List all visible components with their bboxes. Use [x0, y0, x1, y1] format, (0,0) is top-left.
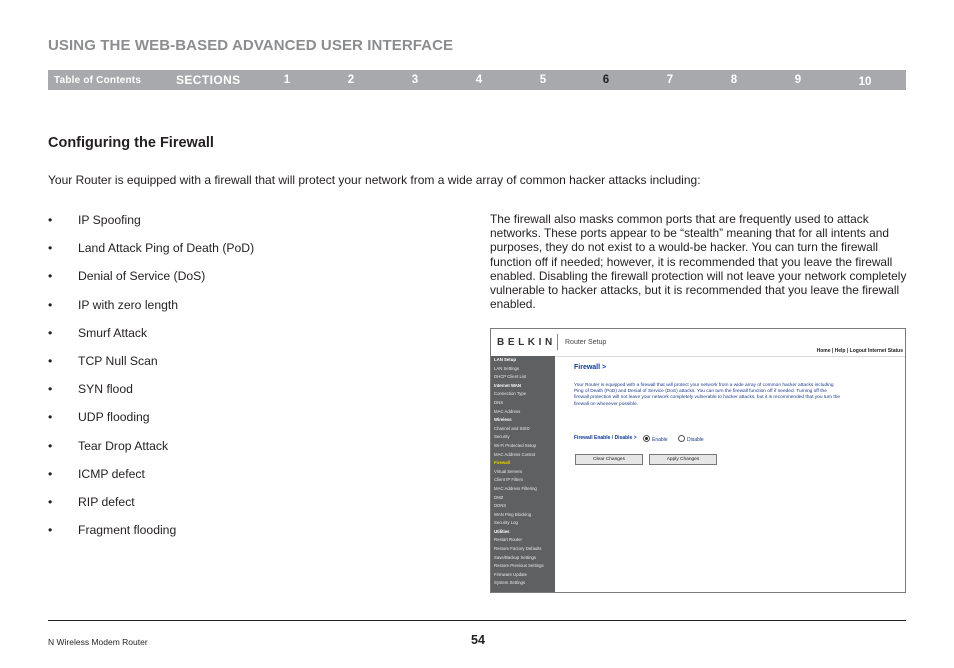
section-link-6[interactable]: 6	[602, 74, 610, 86]
list-item-label: Smurf Attack	[78, 325, 148, 340]
list-item-label: SYN flood	[78, 382, 133, 397]
section-link-9[interactable]: 9	[794, 74, 802, 86]
sidebar-item[interactable]: Channel and SSID	[494, 425, 530, 431]
list-item-label: Land Attack Ping of Death (PoD)	[78, 241, 255, 256]
logo-divider	[557, 334, 558, 350]
sidebar-item[interactable]: Restore Previous Settings	[494, 563, 544, 569]
sidebar-item[interactable]: Client IP Filters	[494, 477, 524, 483]
section-link-1[interactable]: 1	[283, 74, 291, 86]
header-title: USING THE WEB-BASED ADVANCED USER INTERFACE	[48, 37, 454, 54]
sidebar-item[interactable]: Wi-Fi Protected Setup	[494, 442, 537, 448]
sidebar-item[interactable]: WAN Ping Blocking	[494, 511, 532, 517]
section-link-2[interactable]: 2	[347, 74, 355, 86]
bullet: •	[48, 410, 53, 425]
router-setup-label: Router Setup	[565, 339, 607, 346]
bullet: •	[48, 269, 53, 284]
list-item-label: Fragment flooding	[78, 523, 177, 538]
sidebar-item[interactable]: Firewall	[494, 460, 511, 466]
bullet: •	[48, 523, 53, 538]
sidebar-item[interactable]: LAN Settings	[494, 365, 520, 371]
intro-paragraph: Your Router is equipped with a firewall that will protect your network from a wide array of common hacker attacks including:	[48, 173, 701, 187]
router-screenshot	[490, 328, 906, 593]
section-nav-bar	[48, 70, 906, 90]
enable-radio-dot[interactable]	[643, 435, 650, 442]
sidebar-item[interactable]: MAC Address Control	[494, 451, 536, 457]
section-link-7[interactable]: 7	[666, 74, 674, 86]
bullet: •	[48, 438, 53, 453]
router-top-bar	[491, 329, 905, 357]
table-of-contents-link[interactable]: Table of Contents	[54, 75, 142, 86]
router-sidebar	[491, 356, 555, 592]
bullet: •	[48, 382, 53, 397]
section-link-8[interactable]: 8	[730, 74, 738, 86]
sidebar-item[interactable]: Virtual Servers	[494, 468, 523, 474]
list-item-label: ICMP defect	[78, 466, 145, 481]
sidebar-item[interactable]: MAC Address Filtering	[494, 485, 537, 491]
section-link-10[interactable]: 10	[858, 76, 872, 88]
sidebar-heading: Utilities	[494, 528, 510, 534]
bullet: •	[48, 353, 53, 368]
list-item-label: Denial of Service (DoS)	[78, 269, 206, 284]
footer-product-name: N Wireless Modem Router	[48, 637, 148, 647]
footer-rule	[48, 620, 906, 621]
firewall-description: Your Router is equipped with a firewall that will protect your network from a wide array of common hacker attacks including Ping of Death (PoD) and Denial of Service (DoS) attacks. You can turn the firewall function off if needed. Turning off the firewall protection will not leave your network completely vulnerable to hacker attacks, but it is recommended that you turn the firewall on whenever possible.	[574, 383, 841, 407]
disable-radio[interactable]	[678, 435, 704, 443]
list-item-label: RIP defect	[78, 494, 135, 509]
sidebar-item[interactable]: Restart Router	[494, 537, 522, 543]
disable-radio-dot[interactable]	[678, 435, 685, 442]
bullet: •	[48, 241, 53, 256]
sidebar-item[interactable]: Firmware Update	[494, 571, 527, 577]
clear-changes-button[interactable]: Clear Changes	[575, 454, 643, 465]
firewall-title: Firewall >	[574, 364, 607, 371]
bullet: •	[48, 494, 53, 509]
sidebar-item[interactable]: Restore Factory Defaults	[494, 546, 542, 552]
sidebar-heading: LAN Setup	[494, 357, 516, 362]
sidebar-item[interactable]: Connection Type	[494, 391, 527, 397]
disable-radio-label: Disable	[687, 437, 704, 443]
enable-radio[interactable]	[643, 435, 668, 443]
bullet: •	[48, 297, 53, 312]
top-links[interactable]: Home | Help | Logout Internet Status	[816, 348, 903, 354]
sidebar-item[interactable]: DDNS	[494, 503, 507, 509]
sidebar-item[interactable]: System Settings	[494, 580, 526, 586]
list-item-label: IP with zero length	[78, 297, 179, 312]
sections-label: SECTIONS	[176, 73, 241, 87]
belkin-logo: BELKIN	[497, 337, 556, 348]
sidebar-item[interactable]: DHCP Client List	[494, 374, 527, 380]
section-link-3[interactable]: 3	[411, 74, 419, 86]
page-number: 54	[471, 633, 485, 647]
router-main	[555, 356, 905, 592]
sidebar-heading: Internet WAN	[494, 382, 521, 388]
firewall-enable-label: Firewall Enable / Disable >	[574, 435, 637, 441]
list-item-label: IP Spoofing	[78, 213, 141, 227]
sidebar-heading: Wireless	[494, 417, 512, 423]
list-item-label: Tear Drop Attack	[78, 438, 169, 453]
sidebar-item[interactable]: MAC Address	[494, 408, 521, 414]
sidebar-item[interactable]: Save/Backup Settings	[494, 554, 537, 560]
apply-changes-button[interactable]: Apply Changes	[649, 454, 717, 465]
body-paragraph: The firewall also masks common ports that are frequently used to attack networks. These ports appear to be “stealth” meaning that for all intents and purposes, they do not exist to a would-be hacker. You can turn the firewall function off if needed; however, it is recommended that you leave the firewall enabled. Disabling the firewall protection will not leave your network completely vulnerable to hacker attacks, but it is recommended that you leave the firewall enabled.	[490, 212, 907, 312]
section-heading: Configuring the Firewall	[48, 135, 214, 151]
list-item-label: UDP flooding	[78, 410, 150, 425]
sidebar-item[interactable]: Security Log	[494, 520, 518, 526]
sidebar-item[interactable]: DMZ	[494, 494, 504, 500]
sidebar-item[interactable]: Security	[494, 434, 510, 440]
section-link-5[interactable]: 5	[539, 74, 547, 86]
list-item-label: TCP Null Scan	[78, 353, 158, 368]
enable-radio-label: Enable	[652, 437, 668, 443]
sidebar-item[interactable]: DNS	[494, 399, 504, 405]
bullet: •	[48, 213, 53, 227]
bullet: •	[48, 466, 53, 481]
section-link-4[interactable]: 4	[475, 74, 483, 86]
bullet: •	[48, 325, 53, 340]
